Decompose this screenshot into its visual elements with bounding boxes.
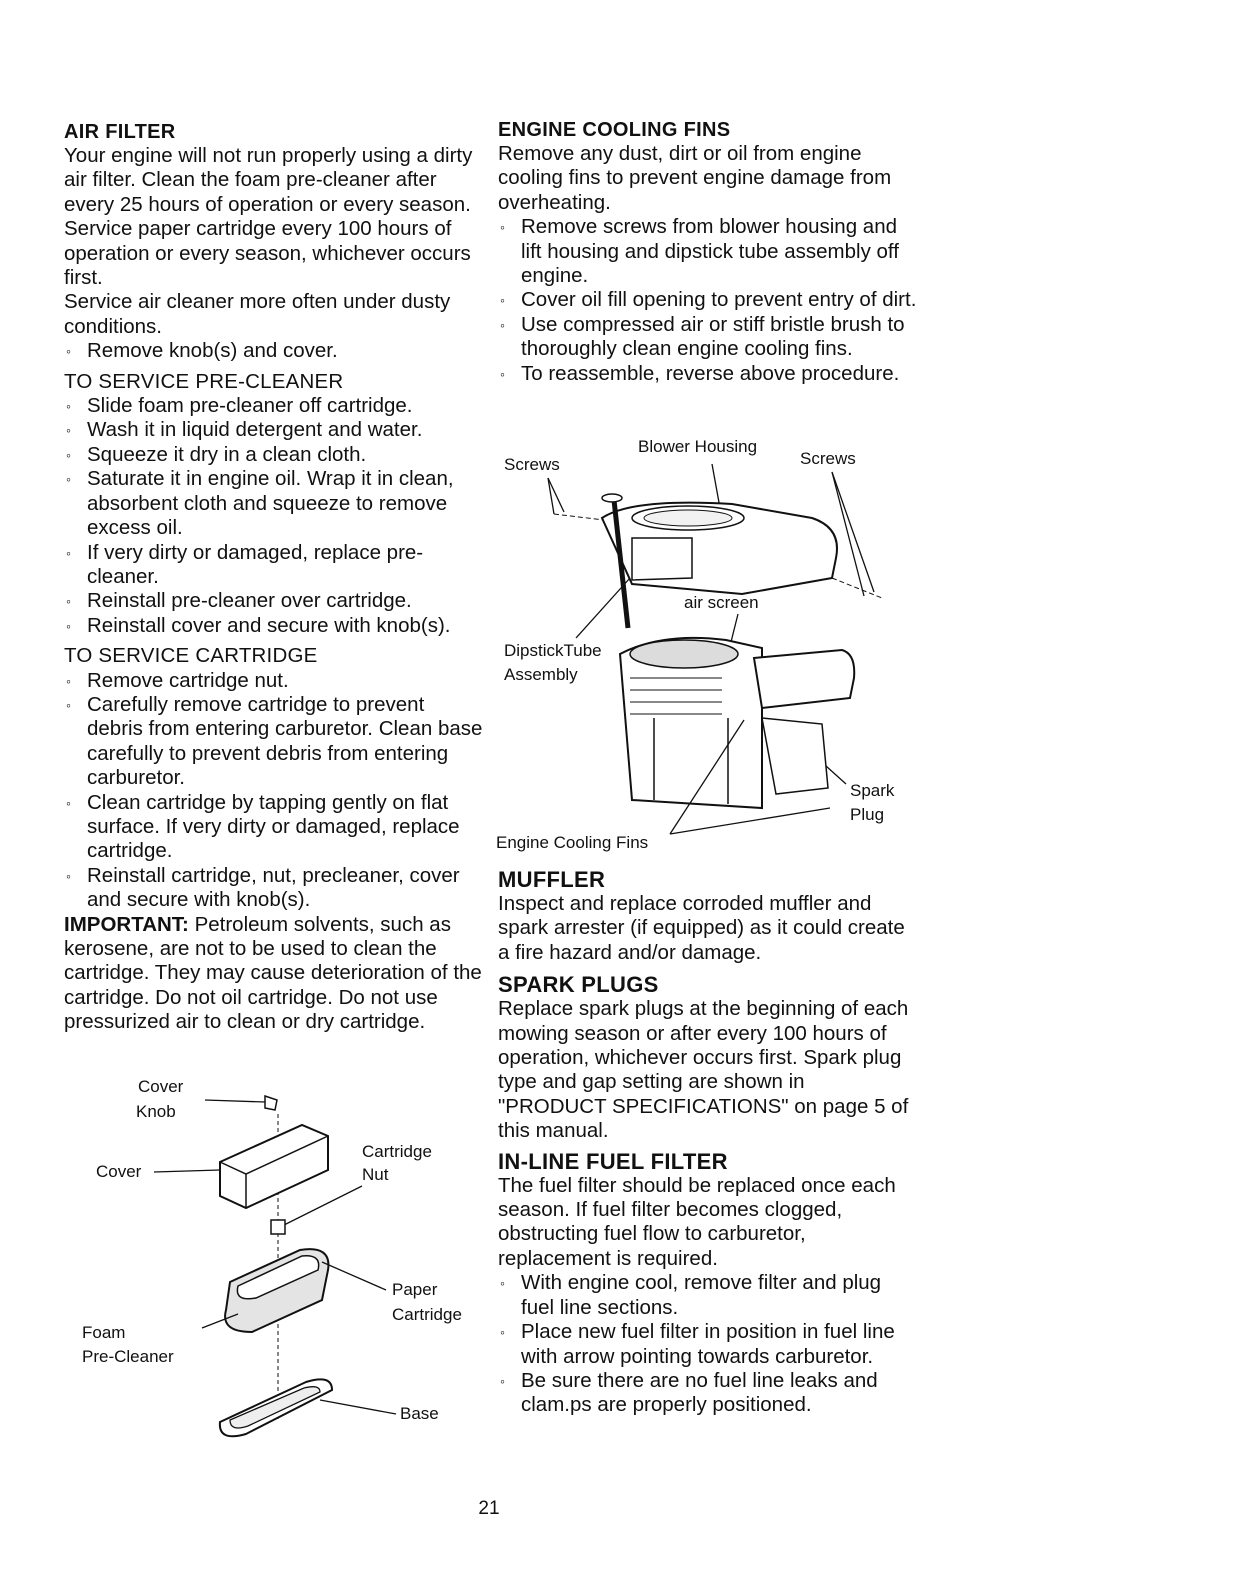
paper-cartridge-label-2: Cartridge [392, 1305, 462, 1324]
list-item: ◦ Reinstall cartridge, nut, precleaner, cover and secure with knob(s). [64, 864, 484, 913]
base-label: Base [400, 1404, 439, 1423]
muffler-heading: MUFFLER [498, 867, 606, 892]
right-column [498, 118, 918, 386]
blower-housing-icon [602, 503, 837, 594]
list-item: ◦ Remove screws from blower housing and lift housing and dipstick tube assembly off engine. [498, 215, 918, 288]
list-item: ◦ If very dirty or damaged, replace pre-cleaner. [64, 541, 484, 590]
right-column-lower [498, 868, 918, 1418]
air-filter-intro: Your engine will not run properly using a dirty air filter. Clean the foam pre-cleaner after every 25 hours of operation or every season. Service paper cartridge every 100 hours of operation or every season, whichever occurs first. [64, 144, 473, 290]
fuel-filter-text: The fuel filter should be replaced once each season. If fuel filter becomes clogged, obstructing fuel flow to carburetor, replacement is required. [498, 1173, 896, 1270]
foam-label-2: Pre-Cleaner [82, 1347, 174, 1366]
cartridge-nut-label-2: Nut [362, 1165, 389, 1184]
cooling-fins-steps [498, 215, 918, 386]
list-item: ◦ With engine cool, remove filter and plug fuel line sections. [498, 1271, 918, 1320]
air-filter-diagram [70, 1070, 490, 1470]
spark-plug-label-2: Plug [850, 805, 885, 824]
list-item: ◦ Use compressed air or stiff bristle brush to thoroughly clean engine cooling fins. [498, 313, 918, 362]
fuel-filter-steps [498, 1271, 918, 1417]
page-number: 21 [478, 1498, 500, 1519]
list-item: ◦ Reinstall cover and secure with knob(s). [64, 614, 484, 638]
muffler-text: Inspect and replace corroded muffler and spark arrester (if equipped) as it could create a fire hazard and/or damage. [498, 892, 905, 964]
screws-right-label: Screws [800, 449, 856, 468]
list-item: ◦ Be sure there are no fuel line leaks and clam.ps are properly positioned. [498, 1369, 918, 1418]
pre-cleaner-heading: TO SERVICE PRE-CLEANER [64, 369, 344, 393]
cover-knob-label-2: Knob [136, 1102, 176, 1121]
cartridge-icon [225, 1249, 328, 1332]
cartridge-nut-label-1: Cartridge [362, 1142, 432, 1161]
blower-housing-label: Blower Housing [638, 437, 758, 456]
pre-cleaner-steps [64, 394, 484, 638]
list-item: ◦ Reinstall pre-cleaner over cartridge. [64, 589, 484, 613]
screws-left-label: Screws [504, 455, 560, 474]
cartridge-heading: TO SERVICE CARTRIDGE [64, 644, 318, 668]
list-item: ◦ Place new fuel filter in position in fuel line with arrow pointing towards carburetor. [498, 1320, 918, 1369]
list-item: ◦ Saturate it in engine oil. Wrap it in clean, absorbent cloth and squeeze to remove excess oil. [64, 467, 484, 540]
nut-icon [271, 1220, 285, 1234]
important-text: Petroleum solvents, such as kerosene, are not to be used to clean the cartridge. They may cause deterioration of the cartridge. Do not oil cartridge. Do not use pressurized air to clean or dry cartridge. [64, 912, 482, 1034]
base-icon [220, 1379, 332, 1436]
cooling-fins-label: Engine Cooling Fins [496, 833, 649, 852]
engine-diagram [492, 428, 912, 858]
foam-label-1: Foam [82, 1323, 126, 1342]
list-item: ◦ Cover oil fill opening to prevent entry of dirt. [498, 288, 918, 312]
important-label: IMPORTANT: [64, 912, 189, 936]
dipstick-label-2: Assembly [504, 665, 578, 684]
air-screen-label: air screen [684, 593, 759, 612]
list-item: ◦ Carefully remove cartridge to prevent debris from entering carburetor. Clean base carefully to prevent debris from entering carburetor. [64, 693, 484, 791]
knob-icon [265, 1096, 277, 1110]
list-item: ◦ Remove knob(s) and cover. [64, 339, 484, 363]
cover-knob-label-1: Cover [138, 1077, 184, 1096]
list-item: ◦ To reassemble, reverse above procedure. [498, 362, 918, 386]
cooling-fins-intro: Remove any dust, dirt or oil from engine cooling fins to prevent engine damage from overheating. [498, 142, 892, 214]
dipstick-label-1: DipstickTube [504, 641, 602, 660]
cover-label: Cover [96, 1162, 142, 1181]
air-filter-intro-2: Service air cleaner more often under dusty conditions. [64, 290, 451, 338]
spark-plugs-heading: SPARK PLUGS [498, 972, 659, 998]
list-item: ◦ Wash it in liquid detergent and water. [64, 418, 484, 442]
cooling-fins-heading: ENGINE COOLING FINS [498, 119, 731, 141]
engine-icon [620, 638, 854, 808]
air-filter-bullets [64, 339, 484, 363]
spark-plugs-text: Replace spark plugs at the beginning of each mowing season or after every 100 hours of operation, whichever occurs first. Spark plug type and gap setting are shown in "PRODUCT SPECIFICATIONS" on page 5 of this manual. [498, 997, 909, 1143]
fuel-filter-heading: IN-LINE FUEL FILTER [498, 1148, 728, 1174]
list-item: ◦ Slide foam pre-cleaner off cartridge. [64, 394, 484, 418]
list-item: ◦ Remove cartridge nut. [64, 669, 484, 693]
list-item: ◦ Squeeze it dry in a clean cloth. [64, 443, 484, 467]
cover-icon [220, 1125, 328, 1208]
spark-plug-label-1: Spark [850, 781, 895, 800]
paper-cartridge-label-1: Paper [392, 1280, 438, 1299]
air-filter-heading: AIR FILTER [64, 121, 176, 143]
list-item: ◦ Clean cartridge by tapping gently on flat surface. If very dirty or damaged, replace cartridge. [64, 791, 484, 864]
left-column [64, 120, 484, 1035]
cartridge-steps [64, 669, 484, 913]
important-note [64, 913, 484, 1035]
